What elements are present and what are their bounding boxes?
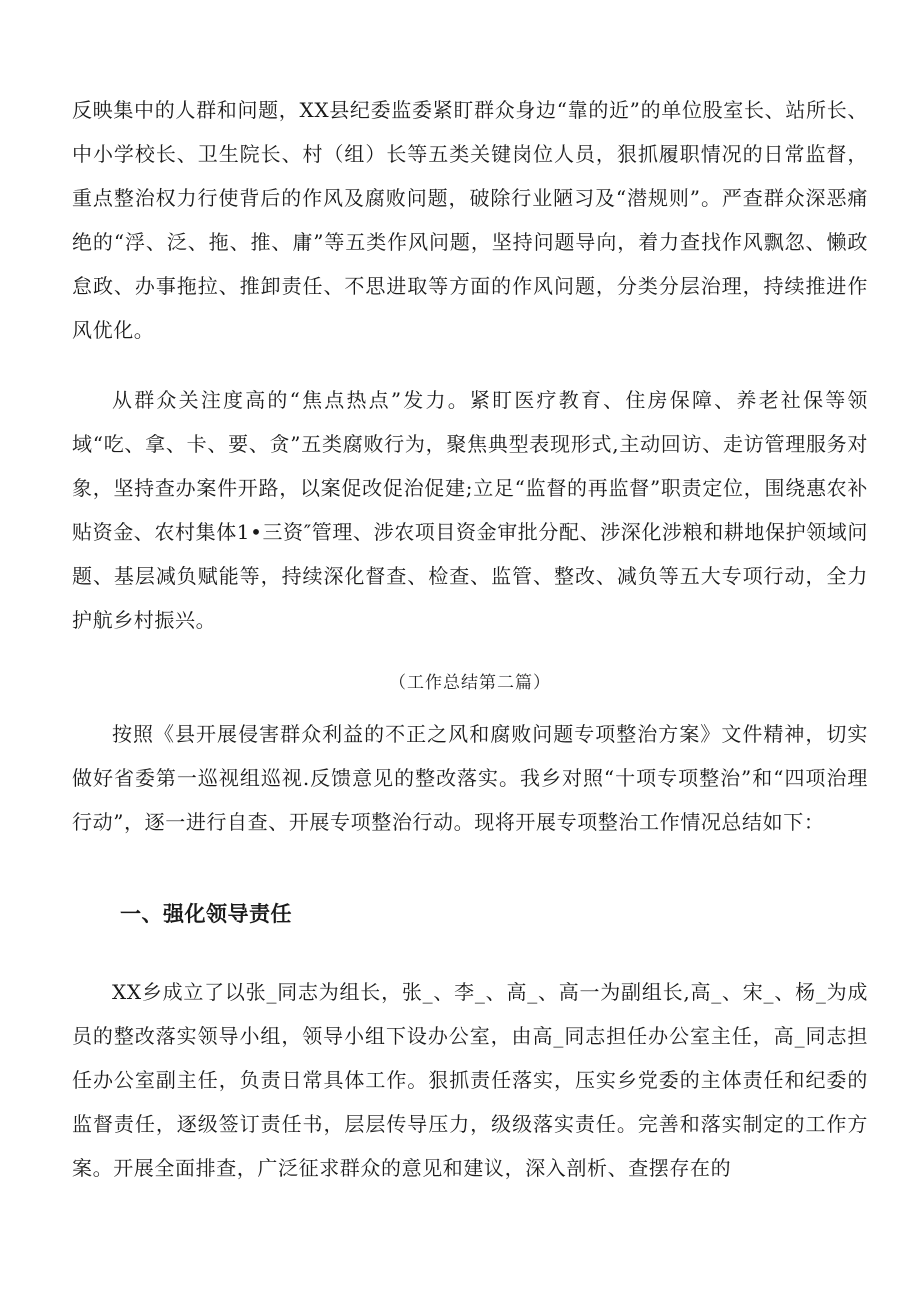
paragraph-leadership: XX乡成立了以张_同志为组长，张_、李_、高_、高一为副组长,高_、宋_、杨_为成员的整改落实领导小组，领导小组下设办公室，由高_同志担任办公室主任，高_同志担任办公室副主任，负责日常具体工作。狠抓责任落实，压实乡党委的主体责任和纪委的监督责任，逐级签订责任书，层层传导压力，级级落实责任。完善和落实制定的工作方案。开展全面排查，广泛征求群众的意见和建议，深入剖析、查摆存在的: [72, 980, 868, 1180]
section-subtitle: （工作总结第二篇）: [389, 673, 551, 693]
section-heading: 一、强化领导责任: [120, 902, 292, 926]
paragraph-continued: 反映集中的人群和问题，XX县纪委监委紧盯群众身边“靠的近”的单位股室长、站所长、中小学校长、卫生院长、村（组）长等五类关键岗位人员，狠抓履职情况的日常监督，重点整治权力行使背后的作风及腐败问题，破除行业陋习及“潜规则”。严查群众深恶痛绝的“浮、泛、拖、推、庸”等五类作风问题，坚持问题导向，着力查找作风飘忽、懒政怠政、办事拖拉、推卸责任、不思进取等方面的作风问题，分类分层治理，持续推进作风优化。: [72, 98, 868, 342]
paragraph-focus-hotspots: 从群众关注度高的“焦点热点”发力。紧盯医疗教育、住房保障、养老社保等领域“吃、拿、卡、要、贪”五类腐败行为，聚焦典型表现形式,主动回访、走访管理服务对象，坚持查办案件开路，以案促改促治促建;立足“监督的再监督”职责定位，围绕惠农补贴资金、农村集体1•三资″管理、涉农项目资金审批分配、涉深化涉粮和耕地保护领域问题、基层减负赋能等，持续深化督查、检查、监管、整改、减负等五大专项行动，全力护航乡村振兴。: [72, 388, 868, 632]
paragraph-introduction: 按照《县开展侵害群众利益的不正之风和腐败问题专项整治方案》文件精神，切实做好省委第一巡视组巡视.反馈意见的整改落实。我乡对照“十项专项整治”和“四项治理行动”，逐一进行自查、开展专项整治行动。现将开展专项整治工作情况总结如下：: [72, 722, 868, 834]
